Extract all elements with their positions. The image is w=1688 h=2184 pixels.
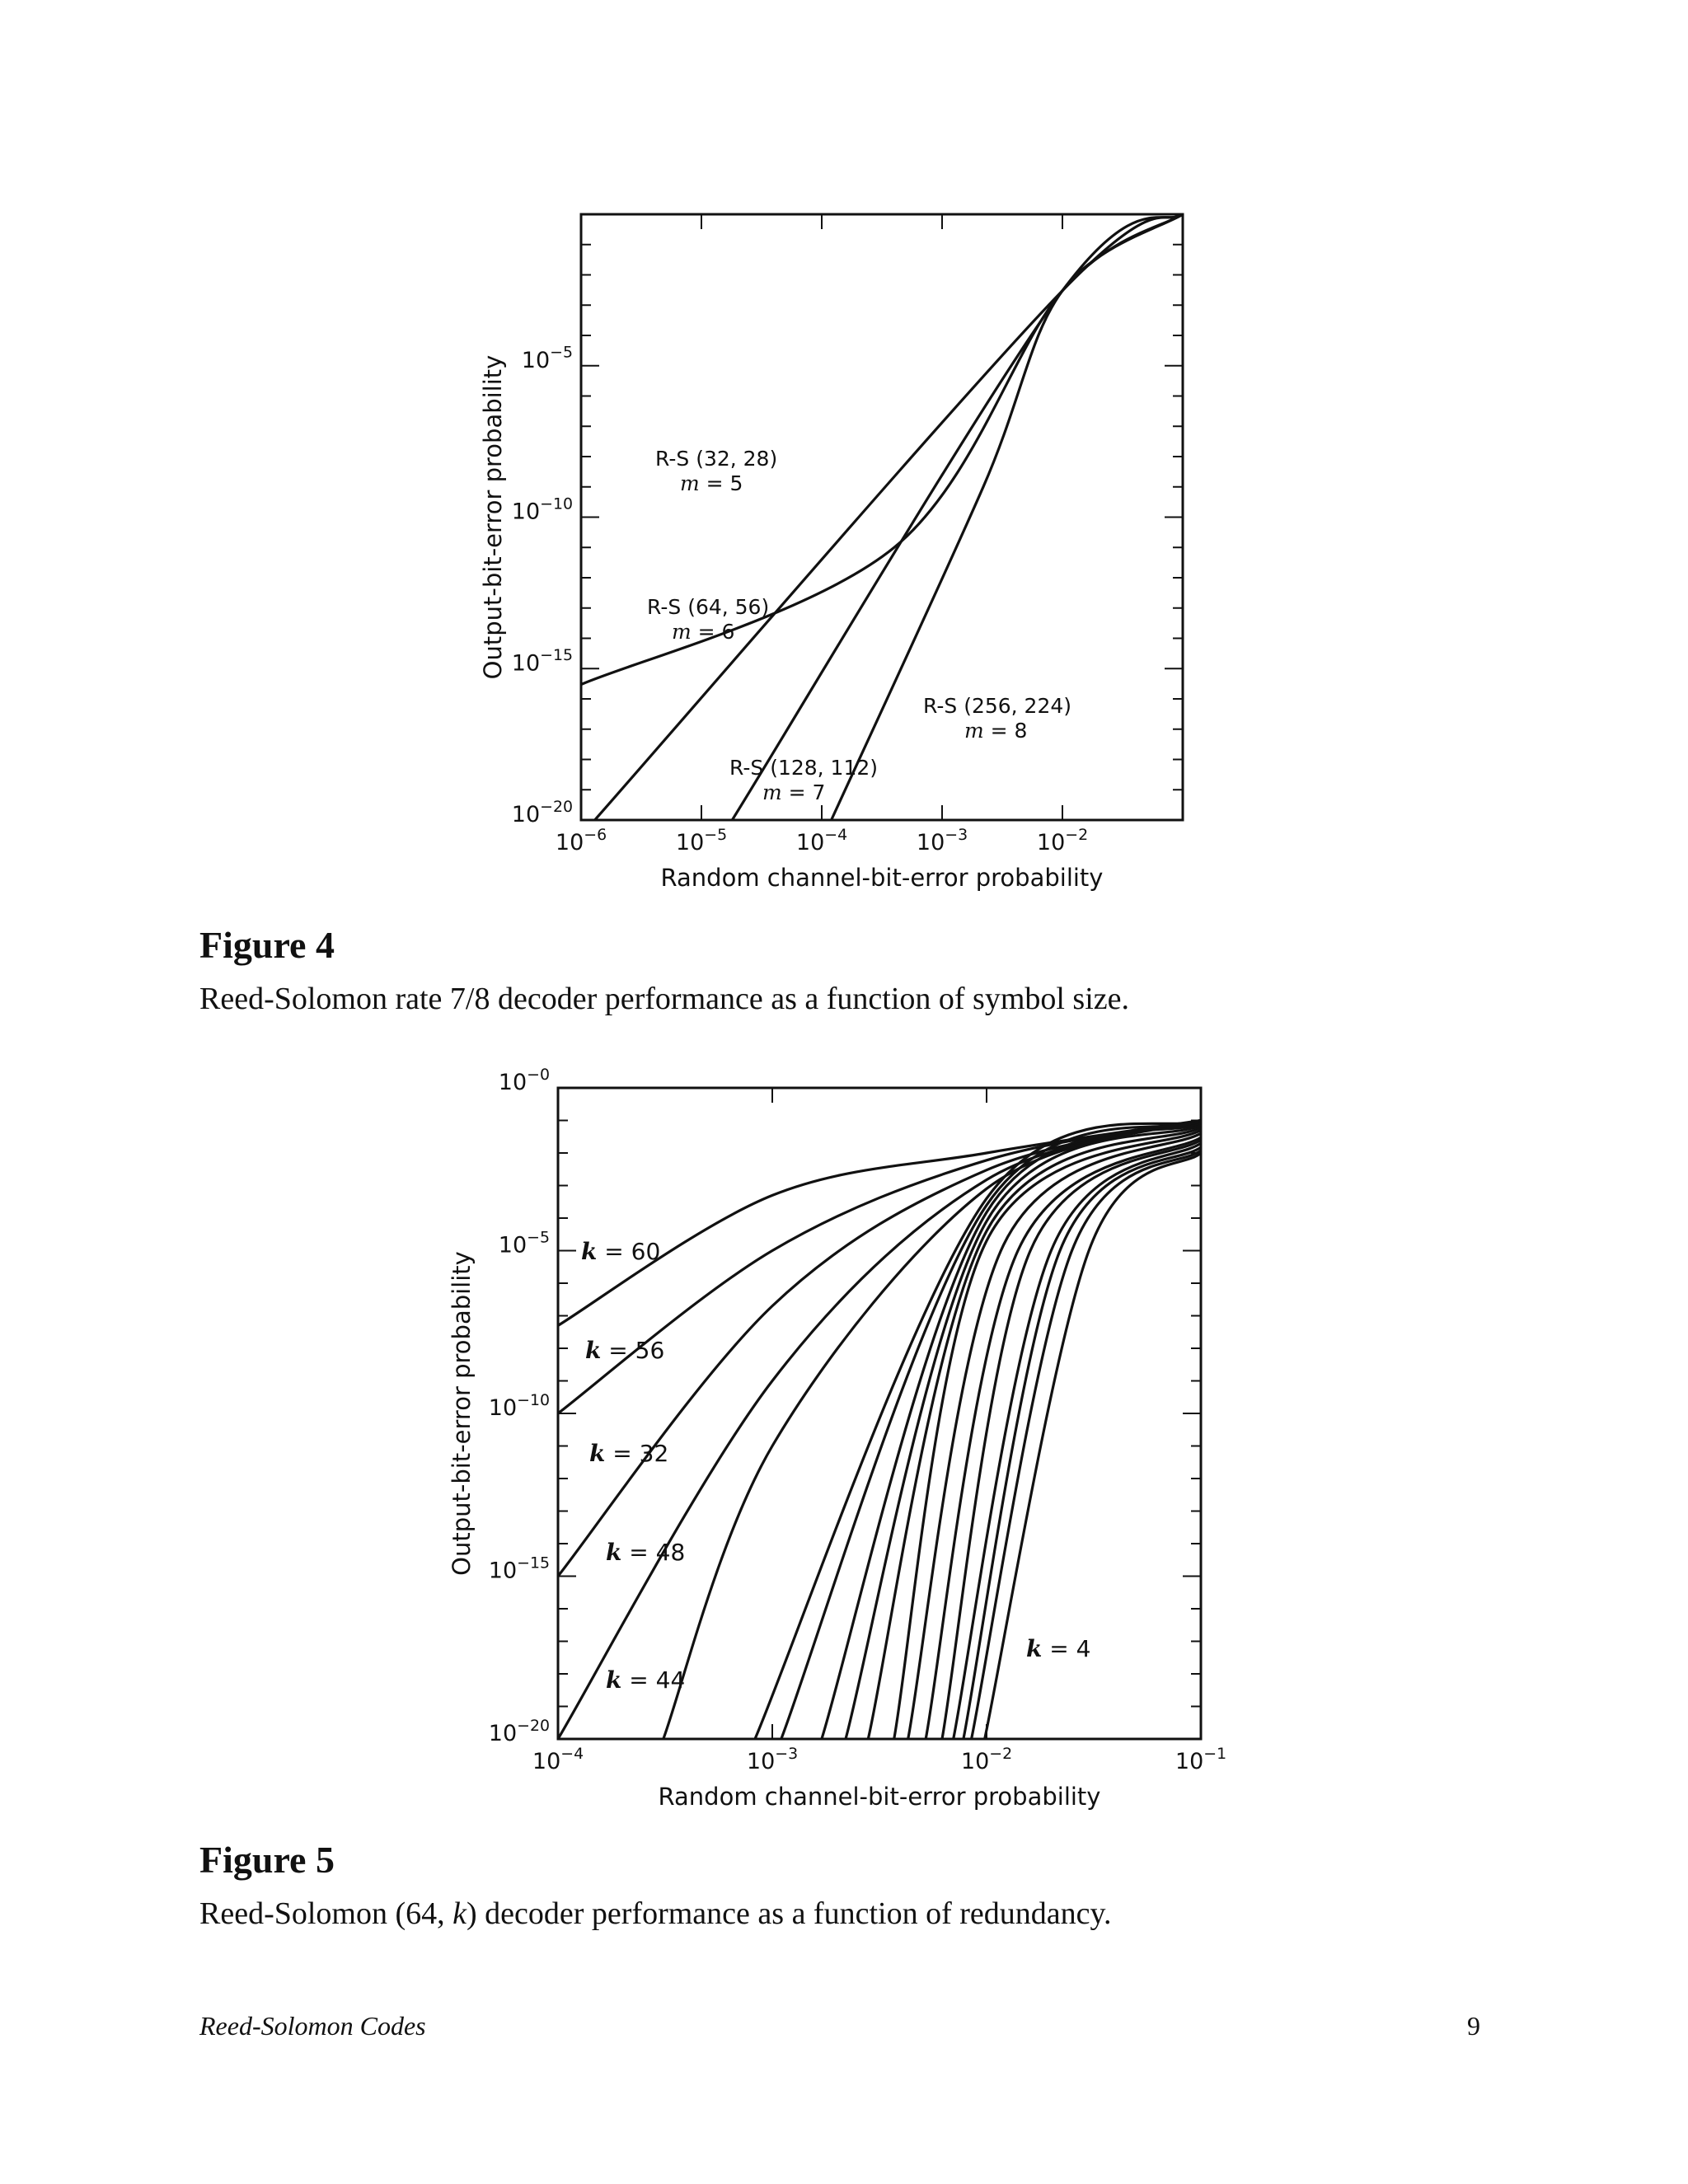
figure-4-label: Figure 4 [199, 924, 335, 966]
fig4-series-m-label-4: m = 8 [964, 719, 1028, 743]
footer-title: Reed-Solomon Codes [199, 2011, 426, 2041]
fig5-x-tick-label: $10^{-4}$ [532, 1744, 584, 1774]
fig4-series-line-2 [595, 214, 1183, 820]
fig4-x-tick-label: $10^{-4}$ [795, 825, 848, 855]
figure-4-caption: Reed-Solomon rate 7/8 decoder performance as a function of symbol size. [199, 982, 1130, 1016]
fig5-y-tick-label: $10^{-10}$ [488, 1390, 550, 1421]
fig5-series-line-2 [558, 1121, 1201, 1414]
fig5-series-label-1: k = 60 [581, 1238, 661, 1265]
fig4-series-label-4: R-S (256, 224) [923, 694, 1072, 718]
fig5-series-label-18: k = 4 [1026, 1635, 1091, 1662]
fig5-series-line-5 [663, 1121, 1201, 1740]
figure-5-chart [445, 1063, 1261, 1821]
fig5-y-tick-label: $10^{-15}$ [488, 1554, 550, 1584]
fig4-series-label-1: R-S (32, 28) [655, 447, 778, 471]
fig5-series-line-8 [822, 1123, 1201, 1739]
figure-5-caption-k: k [452, 1896, 467, 1931]
figure-5-caption [199, 1896, 1112, 1932]
fig4-series-line-3 [732, 214, 1183, 820]
fig5-series-label-3: k = 32 [589, 1440, 669, 1467]
fig4-series-label-3: R-S (128, 112) [729, 756, 879, 780]
figure-4-chart [478, 198, 1245, 890]
fig4-x-tick-label: $10^{-3}$ [916, 825, 968, 855]
page-number: 9 [1467, 2011, 1480, 2041]
fig5-series-line-18 [985, 1153, 1201, 1739]
fig4-series-m-label-2: m = 6 [672, 620, 735, 644]
fig5-series-label-2: k = 56 [585, 1337, 665, 1364]
fig4-x-tick-label: $10^{-5}$ [675, 825, 728, 855]
fig5-y-tick-label: $10^{-0}$ [498, 1065, 550, 1095]
fig4-series-m-label-3: m = 7 [762, 780, 826, 804]
fig5-x-tick-label: $10^{-3}$ [746, 1744, 799, 1774]
fig4-y-axis-label: Output-bit-error probability [479, 354, 507, 680]
fig5-x-axis-label: Random channel-bit-error probability [658, 1783, 1101, 1811]
fig4-plot-frame [581, 214, 1183, 820]
fig5-y-tick-label: $10^{-5}$ [498, 1228, 550, 1258]
fig4-series-label-2: R-S (64, 56) [647, 595, 770, 619]
fig5-y-axis-label: Output-bit-error probability [448, 1251, 476, 1576]
fig4-x-tick-label: $10^{-6}$ [555, 825, 607, 855]
figure-5-caption-post: ) decoder performance as a function of redundancy. [467, 1896, 1112, 1931]
fig4-y-tick-label: $10^{-10}$ [511, 494, 573, 525]
fig5-series-line-9 [846, 1126, 1201, 1739]
fig5-x-tick-label: $10^{-2}$ [960, 1744, 1013, 1774]
fig5-series-label-4: k = 48 [606, 1539, 686, 1566]
fig4-x-axis-label: Random channel-bit-error probability [660, 864, 1104, 892]
fig4-y-tick-label: $10^{-20}$ [511, 797, 573, 827]
fig4-series-m-label-1: m = 5 [680, 471, 743, 495]
figure-4-svg [478, 198, 1245, 890]
figure-5-label: Figure 5 [199, 1839, 335, 1881]
fig5-series-line-4 [558, 1121, 1201, 1740]
figure-5-svg [445, 1063, 1261, 1821]
fig4-y-tick-label: $10^{-5}$ [521, 343, 573, 373]
figure-5-caption-pre: Reed-Solomon (64, [199, 1896, 453, 1931]
fig4-x-tick-label: $10^{-2}$ [1036, 825, 1089, 855]
fig5-series-label-5: k = 44 [606, 1666, 686, 1694]
fig5-x-tick-label: $10^{-1}$ [1175, 1744, 1227, 1774]
fig5-y-tick-label: $10^{-20}$ [488, 1716, 550, 1746]
fig4-y-tick-label: $10^{-15}$ [511, 646, 573, 677]
